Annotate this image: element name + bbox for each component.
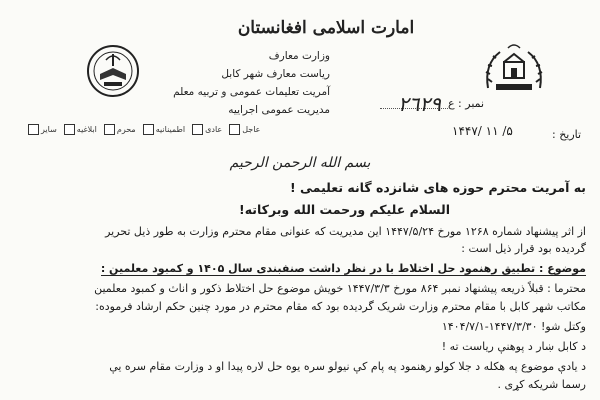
recipient-line: د کابل ښار د پوهنې ریاست ته ! [441,340,586,353]
order-line: وکتل شو! ۱۴۴۷/۳/۳۰-۱۴۰۴/۷/۱ [441,320,586,333]
state-calligraphy-title: امارت اسلامی افغانستان [237,18,415,38]
checkbox-icon [192,124,203,135]
management-name: مدیریت عمومی اجراییه [228,104,330,116]
paragraph-5-line-1: د یادې موضوع په هکله د جلا کولو رهنمود په پام کې نیولو سره یوه حل لاره پیدا او د وزارت مقام سره يې [109,360,586,373]
urgency-option[interactable]: سایر [28,124,57,135]
greeting: السلام علیکم ورحمت الله وبرکاته! [239,202,450,217]
urgency-option[interactable]: عاجل [229,124,260,135]
state-emblem-icon [478,40,550,100]
paragraph-1-line-2: گردیده بود قرار ذیل است : [461,242,586,255]
ministry-name: وزارت معارف [268,50,330,62]
checkbox-icon [64,124,75,135]
checkbox-icon [104,124,115,135]
paragraph-2-line-1: محترما : قبلاً ذریعه پیشنهاد نمبر ۸۶۴ مورخ ۱۴۴۷/۳/۳ خویش موضوع حل اختلاط ذکور و اناث و کمبود معلمین [94,282,586,295]
presidency-name: ریاست معارف شهر کابل [221,68,330,80]
directorate-name: آمریت تعلیمات عمومی و تربیه معلم [173,86,330,98]
checkbox-icon [143,124,154,135]
urgency-option[interactable]: ابلاغیه [64,124,97,135]
date-label: تاریخ : [552,128,582,141]
urgency-option[interactable]: اطمینانیه [143,124,185,135]
urgency-option[interactable]: محرم [104,124,136,135]
bismillah: بسم الله الرحمن الرحیم [229,155,371,171]
urgency-checkboxes [28,124,260,135]
number-label: نمبر : ع [448,97,485,110]
paragraph-1-line-1: از اثر پیشنهاد شماره ۱۲۶۸ مورخ ۱۴۴۷/۵/۲۴ این مدیریت که عنوانی مقام محترم وزارت به طور ذیل تحریر [105,225,586,238]
handwritten-number: ٢٦٢٩ [398,92,441,116]
checkbox-icon [229,124,240,135]
addressee: به آمریت محترم حوزه های شانزده گانه تعلیمی ! [289,180,586,195]
date-value: ۱۴۴۷/ ۱۱ /۵ [452,124,513,138]
subject-line: موضوع : تطبیق رهنمود حل اختلاط با در نظر داشت صنفبندی سال ۱۴۰۵ و کمبود معلمین : [100,262,586,275]
paragraph-5-line-2: رسما شریکه کړی . [497,378,586,391]
ministry-emblem-icon [86,44,140,98]
paragraph-2-line-2: مکاتب شهر کابل با مقام محترم وزارت شریک گردیده بود که مقام محترم در مورد چنین حکم ارشاد فرموده: [95,300,586,313]
checkbox-icon [28,124,39,135]
urgency-option[interactable]: عادی [192,124,222,135]
